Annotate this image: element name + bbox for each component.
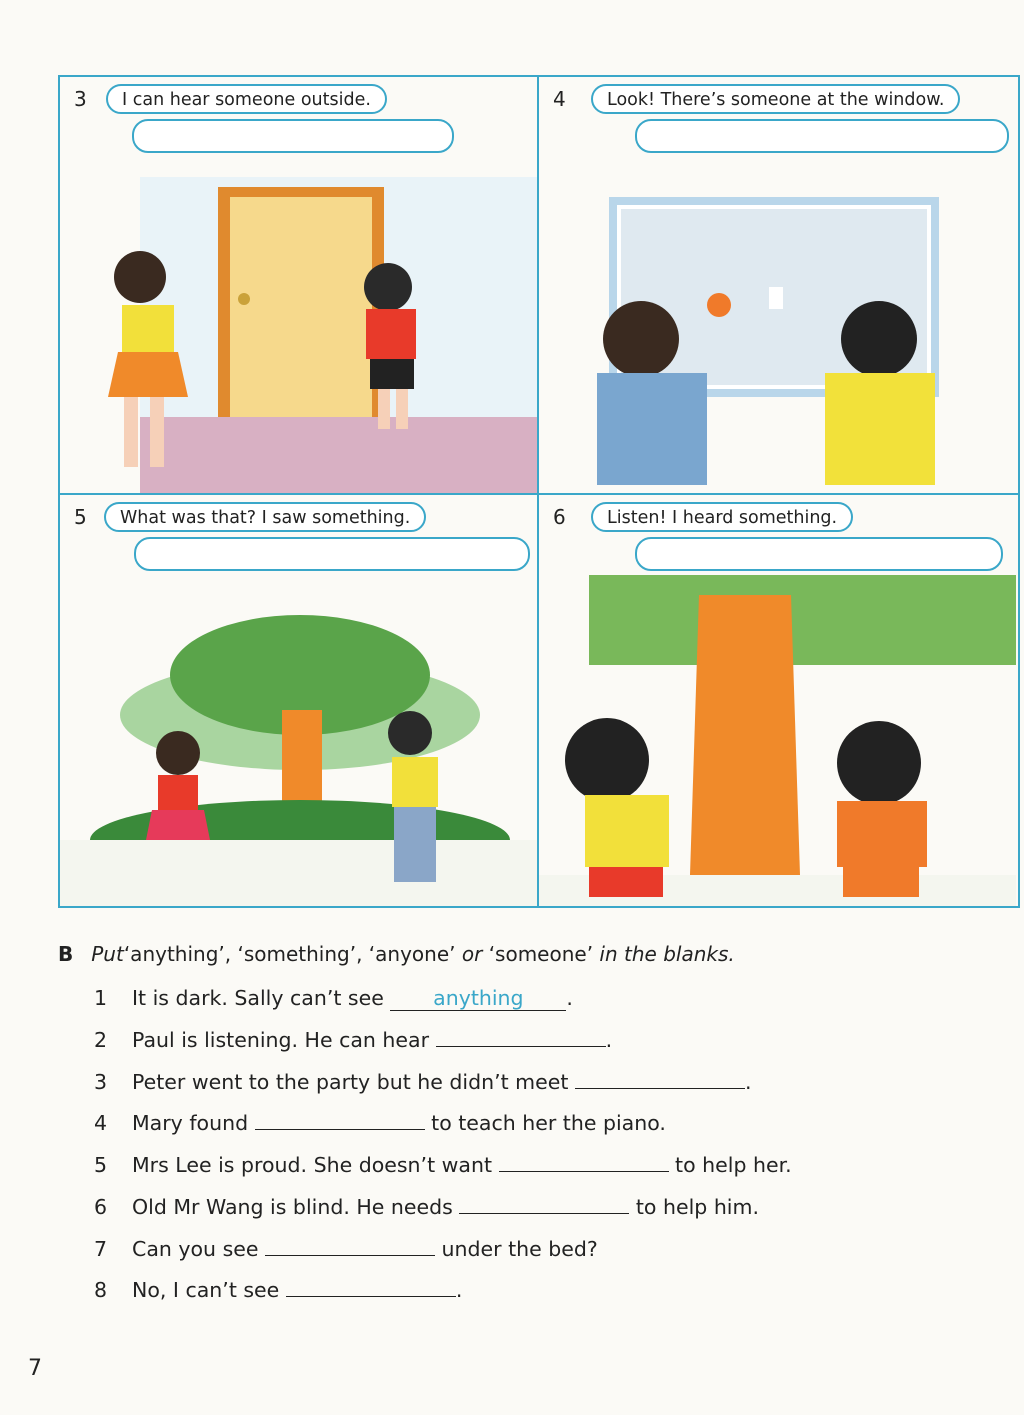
exercise-item-6 [94,1195,759,1219]
answer-blank[interactable] [255,1111,425,1130]
exercise-text: Peter went to the party but he didn’t meet [132,1070,569,1094]
speech-bubble: What was that? I saw something. [104,502,426,532]
exercise-item-4 [94,1111,666,1135]
exercise-number: 5 [94,1153,108,1177]
exercise-text-after: to help him. [635,1195,759,1219]
exercise-item-5 [94,1153,792,1177]
instruction-post: in the blanks. [599,942,735,966]
answer-blank[interactable] [499,1153,669,1172]
exercise-item-7 [94,1237,598,1261]
exercise-item-1 [94,986,573,1011]
speech-bubble: I can hear someone outside. [106,84,387,114]
page-number: 7 [28,1356,42,1381]
section-letter: B [58,942,74,966]
answer-blank[interactable] [436,1028,606,1047]
exercise-number: 3 [94,1070,108,1094]
answer-blank[interactable] [286,1278,456,1297]
section-b-instruction [58,942,735,966]
exercise-text-after: . [744,1070,752,1094]
speech-bubble: Look! There’s someone at the window. [591,84,960,114]
instruction-put: Put [91,942,124,966]
exercise-number: 8 [94,1278,108,1302]
comic-grid [58,75,1020,908]
exercise-text-after: . [455,1278,463,1302]
exercise-text-after: . [605,1028,613,1052]
exercise-text: Old Mr Wang is blind. He needs [132,1195,453,1219]
panel-4 [539,77,1018,495]
speech-bubble: Listen! I heard something. [591,502,853,532]
exercise-text: Mrs Lee is proud. She doesn’t want [132,1153,492,1177]
panel-number: 3 [74,87,87,111]
exercise-text: Paul is listening. He can hear [132,1028,430,1052]
exercise-number: 7 [94,1237,108,1261]
empty-speech-bubble [635,119,1009,153]
exercise-text-after: under the bed? [441,1237,598,1261]
empty-speech-bubble [132,119,454,153]
instruction-words: ‘anything’, ‘something’, ‘anyone’ [123,942,456,966]
exercise-text-after: to teach her the piano. [431,1111,666,1135]
exercise-number: 4 [94,1111,108,1135]
panel-number: 4 [553,87,566,111]
panel-number: 5 [74,505,87,529]
exercise-number: 1 [94,986,108,1010]
panel-5 [60,495,539,906]
exercise-item-3 [94,1070,751,1094]
answer-blank[interactable] [459,1195,629,1214]
answer-blank[interactable] [575,1070,745,1089]
panel-6 [539,495,1018,906]
instruction-or: or [461,942,483,966]
empty-speech-bubble [635,537,1003,571]
panel-3 [60,77,539,495]
empty-speech-bubble [134,537,530,571]
exercise-text-after: to help her. [675,1153,792,1177]
exercise-item-8 [94,1278,462,1302]
exercise-text: No, I can’t see [132,1278,280,1302]
panel-number: 6 [553,505,566,529]
instruction-word4: ‘someone’ [488,942,594,966]
exercise-text: It is dark. Sally can’t see [132,986,384,1010]
exercise-number: 2 [94,1028,108,1052]
answer-blank-filled[interactable]: anything [390,986,566,1011]
exercise-item-2 [94,1028,612,1052]
exercise-text-after: . [566,986,573,1010]
exercise-text: Mary found [132,1111,249,1135]
exercise-text: Can you see [132,1237,259,1261]
exercise-number: 6 [94,1195,108,1219]
answer-blank[interactable] [265,1237,435,1256]
